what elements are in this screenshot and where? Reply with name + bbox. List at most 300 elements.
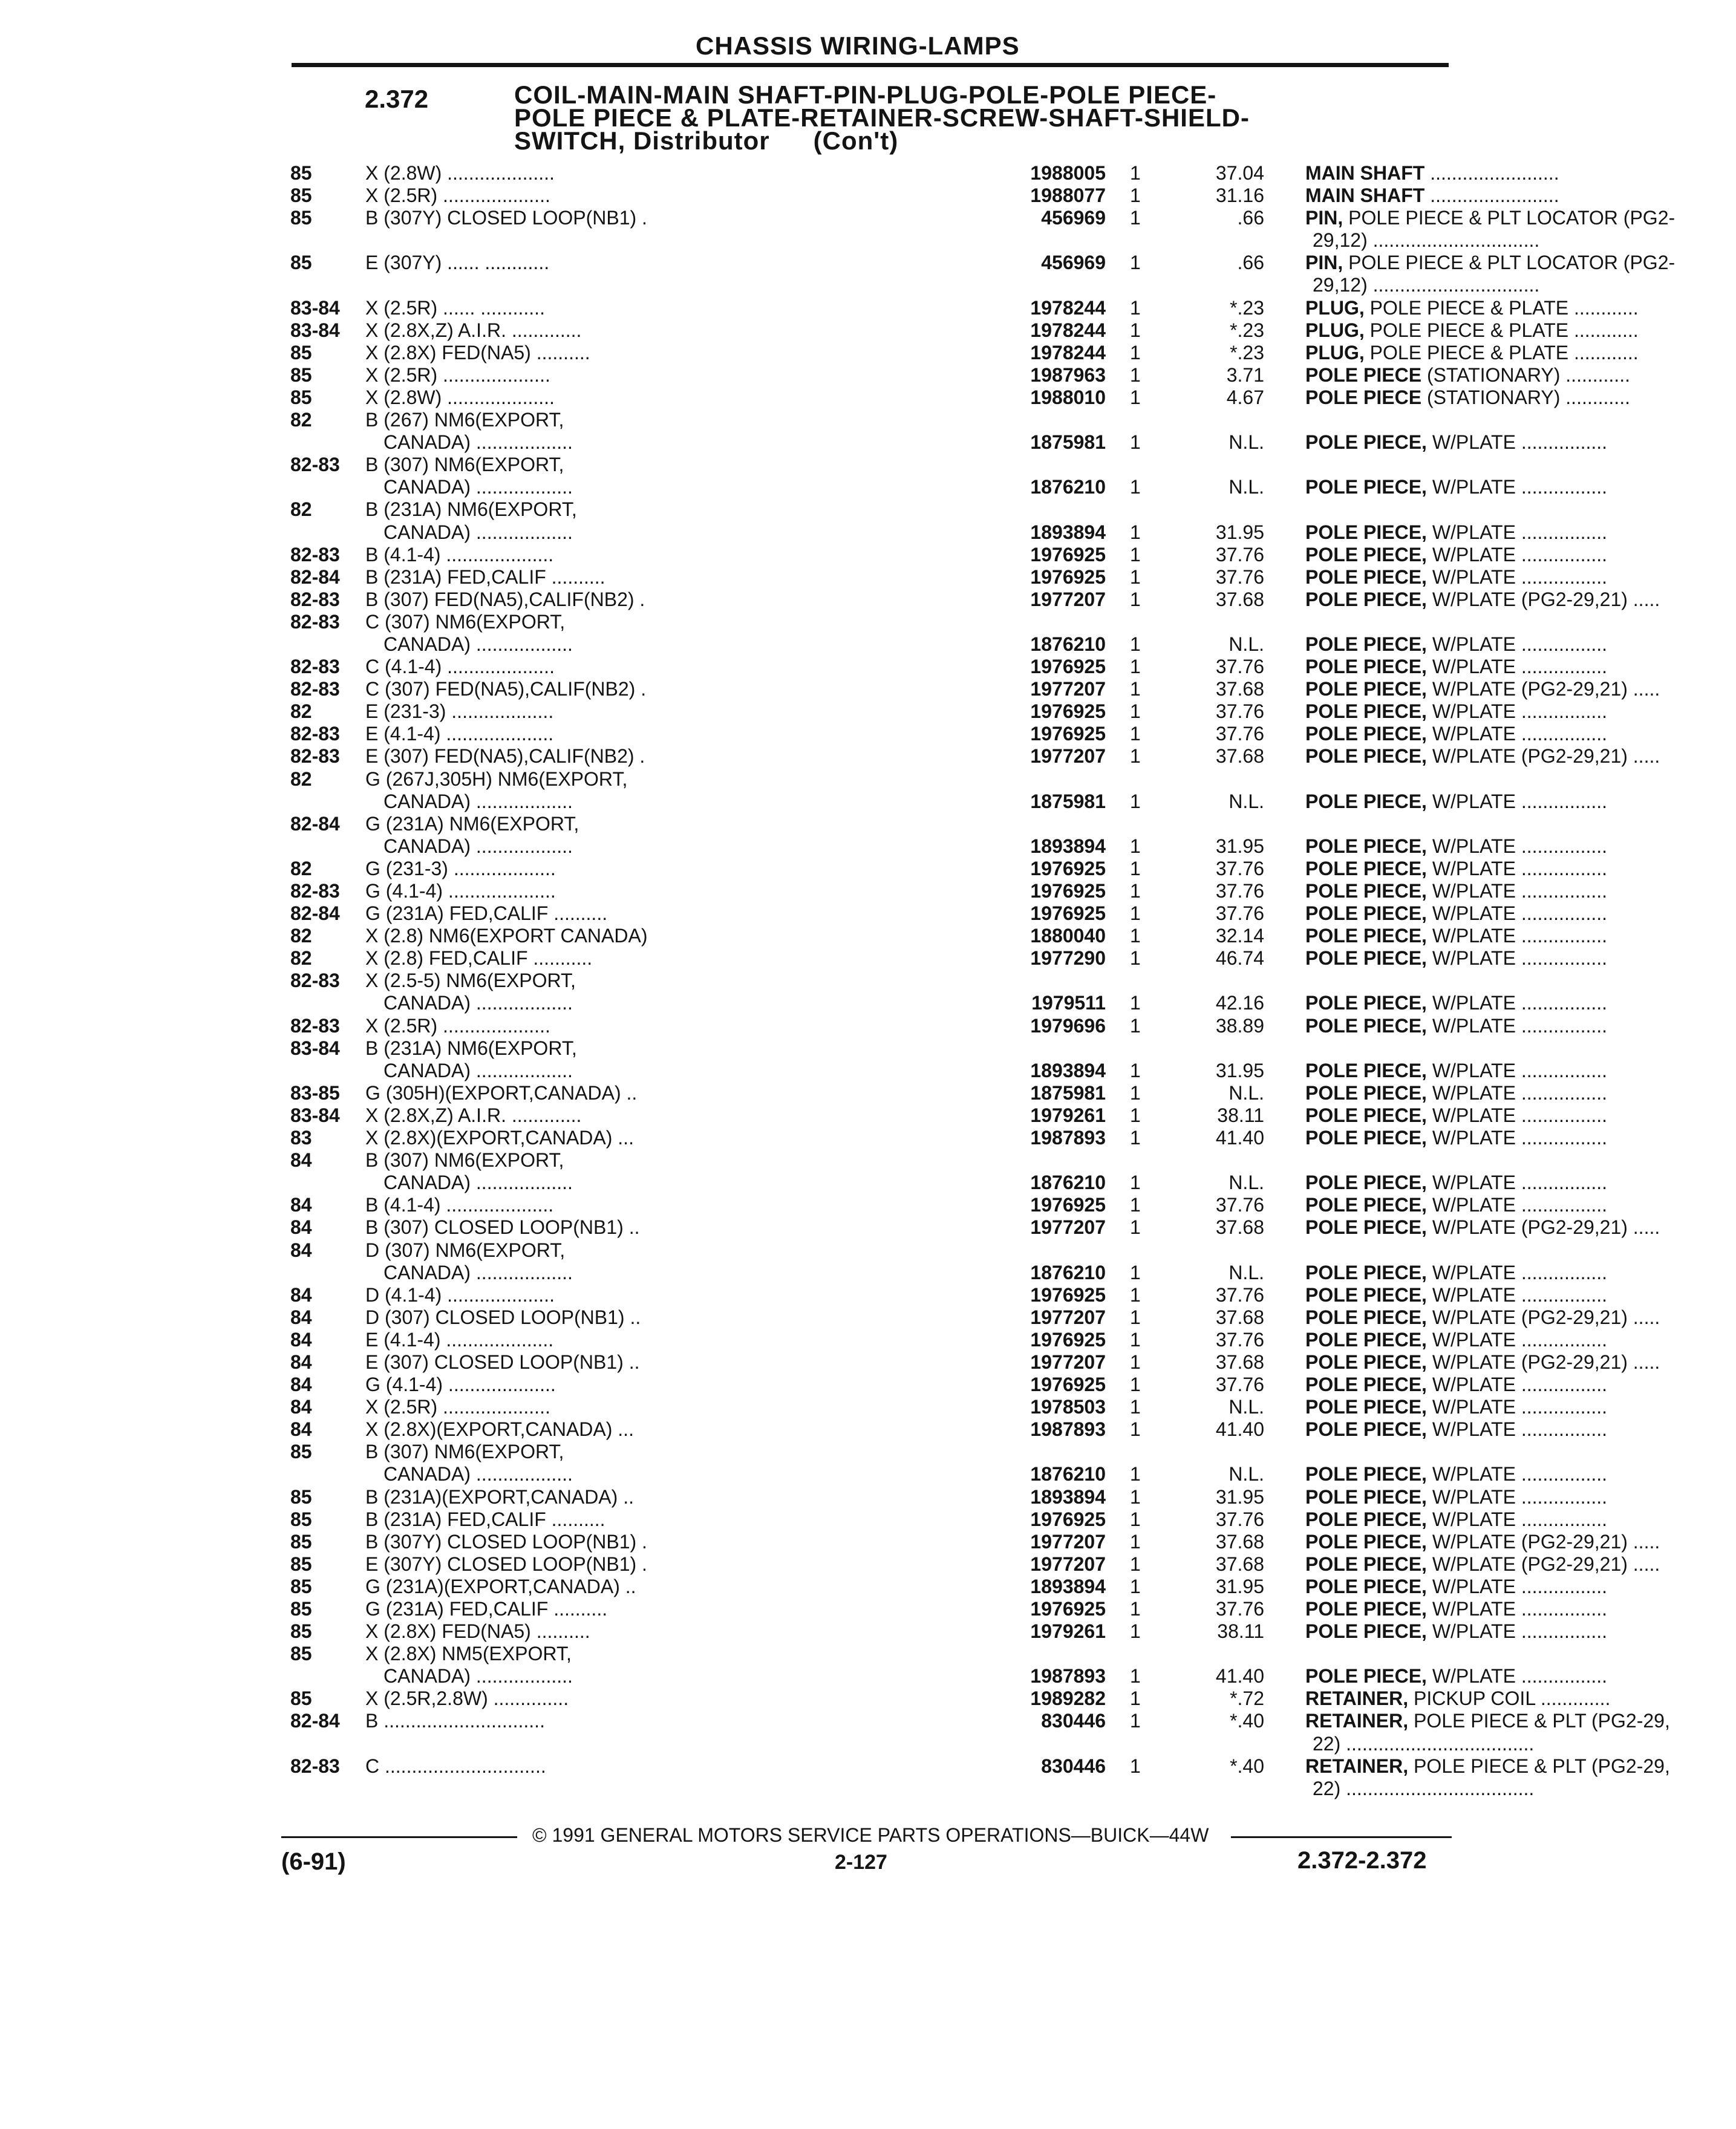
row-description: B (307) CLOSED LOOP(NB1) .. <box>365 1216 640 1239</box>
row-part-number: 1976925 <box>925 1374 1106 1396</box>
table-row <box>290 162 1559 184</box>
row-description: B .............................. <box>365 1710 545 1732</box>
row-part-name <box>1305 1463 1729 1485</box>
row-part-number: 1979261 <box>925 1104 1106 1127</box>
row-part-number: 1976925 <box>925 880 1106 902</box>
row-part-name-rest: W/PLATE ................ <box>1426 543 1608 566</box>
row-quantity: 1 <box>1130 1755 1141 1777</box>
row-year: 82-84 <box>290 1710 340 1732</box>
row-part-number: 1978244 <box>925 342 1106 364</box>
table-row <box>290 745 1660 768</box>
section-title-line1: COIL-MAIN-MAIN SHAFT-PIN-PLUG-POLE-POLE PIECE- <box>514 80 1217 109</box>
row-part-number: 1978503 <box>925 1396 1106 1418</box>
row-year: 82 <box>290 409 312 431</box>
row-part-name-bold: POLE PIECE, <box>1305 1306 1427 1328</box>
table-row <box>290 925 1608 947</box>
row-part-name-bold: POLE PIECE <box>1305 386 1422 408</box>
table-row <box>290 1396 1608 1418</box>
row-quantity: 1 <box>1130 633 1141 655</box>
row-year: 82 <box>290 947 312 970</box>
row-year: 82 <box>290 498 312 521</box>
row-description: X (2.8W) .................... <box>365 386 555 408</box>
row-part-name <box>1305 1127 1729 1149</box>
row-part-name <box>1305 252 1729 274</box>
row-part-number: 456969 <box>925 207 1106 229</box>
row-quantity: 1 <box>1130 296 1141 319</box>
row-part-name-bold: POLE PIECE, <box>1305 1127 1427 1149</box>
row-part-name-rest: W/PLATE ................ <box>1426 1575 1608 1597</box>
row-part-name-bold: POLE PIECE, <box>1305 1014 1427 1037</box>
row-description: CANADA) .................. <box>383 992 573 1014</box>
row-description: C (4.1-4) .................... <box>365 656 555 678</box>
row-quantity: 1 <box>1130 745 1141 768</box>
row-year: 82-84 <box>290 566 340 588</box>
table-row <box>290 857 1608 880</box>
row-description: X (2.8) NM6(EXPORT CANADA) <box>365 925 648 947</box>
row-part-name <box>1305 1598 1729 1620</box>
row-price: 37.68 <box>1215 1530 1264 1553</box>
table-row <box>290 835 1608 858</box>
table-row <box>290 1710 1670 1732</box>
section-title-line3 <box>514 126 1373 155</box>
section-title-line3-text: SWITCH, Distributor <box>514 126 770 155</box>
row-price: 32.14 <box>1215 925 1264 947</box>
row-description: X (2.8X) NM5(EXPORT, <box>365 1643 572 1665</box>
row-description: D (307) NM6(EXPORT, <box>365 1239 566 1261</box>
row-part-name-bold: POLE PIECE, <box>1305 1598 1427 1620</box>
row-part-name-rest: POLE PIECE & PLATE ............ <box>1364 319 1639 341</box>
row-quantity: 1 <box>1130 1553 1141 1575</box>
row-year: 83 <box>290 1127 312 1149</box>
row-part-number: 1876210 <box>925 633 1106 656</box>
row-quantity: 1 <box>1130 1014 1141 1037</box>
table-row <box>290 902 1608 925</box>
row-part-number: 1977207 <box>925 745 1106 768</box>
row-part-name <box>1305 880 1729 902</box>
row-part-name <box>1305 184 1729 207</box>
footer-rule-right <box>1231 1836 1452 1838</box>
row-part-number: 1989282 <box>925 1687 1106 1710</box>
row-year: 84 <box>290 1149 312 1172</box>
table-row <box>290 1575 1608 1598</box>
row-part-name-bold: RETAINER, <box>1305 1755 1409 1777</box>
row-part-name <box>1305 162 1729 184</box>
row-description: X (2.8X,Z) A.I.R. ............. <box>365 319 582 341</box>
row-description: B (307Y) CLOSED LOOP(NB1) . <box>365 207 647 229</box>
row-price: 37.04 <box>1215 162 1264 184</box>
row-part-name-rest: W/PLATE ................ <box>1426 1328 1608 1351</box>
row-description: E (307) CLOSED LOOP(NB1) .. <box>365 1351 640 1373</box>
row-part-name-rest: ........................ <box>1424 184 1559 207</box>
row-part-name-rest: W/PLATE ................ <box>1426 521 1608 543</box>
table-row <box>290 992 1608 1014</box>
row-description: D (307) CLOSED LOOP(NB1) .. <box>365 1306 641 1328</box>
row-part-number: 1976925 <box>925 723 1106 745</box>
row-quantity: 1 <box>1130 880 1141 902</box>
row-description: X (2.5R) ...... ............ <box>365 296 545 319</box>
row-part-name-bold: POLE PIECE, <box>1305 857 1427 879</box>
table-row <box>290 700 1608 723</box>
row-price: 41.40 <box>1215 1127 1264 1149</box>
row-part-name-bold: PIN, <box>1305 207 1343 229</box>
row-quantity: 1 <box>1130 1620 1141 1643</box>
row-part-name <box>1305 1576 1729 1598</box>
row-description: X (2.8) FED,CALIF ........... <box>365 947 593 970</box>
row-quantity: 1 <box>1130 1374 1141 1396</box>
section-number: 2.372 <box>365 85 429 113</box>
row-description: CANADA) .................. <box>383 790 573 812</box>
row-part-name <box>1305 1262 1729 1284</box>
row-price: 37.76 <box>1215 1283 1264 1306</box>
row-quantity: 1 <box>1130 1351 1141 1373</box>
header-rule <box>292 63 1449 67</box>
row-part-name-bold: POLE PIECE, <box>1305 723 1427 745</box>
section-title <box>514 80 1373 155</box>
row-part-name <box>1305 521 1729 544</box>
row-price: *.23 <box>1230 296 1264 319</box>
row-part-name-bold: POLE PIECE, <box>1305 1328 1427 1351</box>
row-description: X (2.5-5) NM6(EXPORT, <box>365 970 576 992</box>
row-price: 37.76 <box>1215 723 1264 745</box>
row-quantity: 1 <box>1130 700 1141 723</box>
row-part-name-rest: W/PLATE ................ <box>1426 723 1608 745</box>
row-year: 82-83 <box>290 588 340 610</box>
row-part-name-bold: POLE PIECE, <box>1305 543 1427 566</box>
row-part-number: 1880040 <box>925 925 1106 947</box>
row-year: 84 <box>290 1194 312 1216</box>
row-description: E (4.1-4) .................... <box>365 1328 554 1351</box>
row-year: 82-83 <box>290 880 340 902</box>
row-description: CANADA) .................. <box>383 476 573 498</box>
row-quantity: 1 <box>1130 386 1141 408</box>
row-price: 3.71 <box>1226 364 1264 386</box>
table-row <box>290 1283 1608 1306</box>
row-description: X (2.8W) .................... <box>365 162 555 184</box>
row-part-name-bold: POLE PIECE, <box>1305 992 1427 1014</box>
row-part-name <box>1305 858 1729 880</box>
row-part-number: 1976925 <box>925 1284 1106 1306</box>
row-part-name-rest: W/PLATE (PG2-29,21) ..... <box>1426 745 1660 768</box>
row-part-name-bold: POLE PIECE, <box>1305 1463 1427 1485</box>
row-description: X (2.5R) .................... <box>365 1014 550 1037</box>
table-row <box>290 1598 1608 1620</box>
row-year: 82-83 <box>290 678 340 700</box>
row-part-name <box>1305 902 1729 925</box>
row-part-name-bold: POLE PIECE, <box>1305 835 1427 857</box>
row-part-name-bold: POLE PIECE, <box>1305 633 1427 655</box>
row-description: CANADA) .................. <box>383 431 573 454</box>
row-part-number: 1988005 <box>925 162 1106 184</box>
row-part-name-rest: W/PLATE (PG2-29,21) ..... <box>1426 1530 1660 1553</box>
row-part-number: 1977207 <box>925 1216 1106 1239</box>
row-description: G (231A) FED,CALIF .......... <box>365 1598 608 1620</box>
row-part-number: 1987893 <box>925 1665 1106 1687</box>
row-part-name-bold: POLE PIECE, <box>1305 1351 1427 1373</box>
table-row <box>290 1306 1660 1329</box>
row-part-number: 1977207 <box>925 1351 1106 1374</box>
row-description: E (307) FED(NA5),CALIF(NB2) . <box>365 745 645 768</box>
row-year: 84 <box>290 1418 312 1441</box>
row-year: 85 <box>290 252 312 274</box>
row-part-name-bold: POLE PIECE, <box>1305 790 1427 812</box>
row-description: X (2.8X) FED(NA5) .......... <box>365 1620 590 1643</box>
row-part-name <box>1305 364 1729 386</box>
row-part-name <box>1305 1486 1729 1508</box>
row-part-name <box>1305 1329 1729 1351</box>
row-year: 82-83 <box>290 656 340 678</box>
row-part-name <box>1305 1351 1729 1374</box>
row-part-name-bold: POLE PIECE, <box>1305 880 1427 902</box>
table-row <box>290 1665 1608 1687</box>
row-part-number: 1875981 <box>925 431 1106 454</box>
row-part-name-bold: POLE PIECE, <box>1305 1216 1427 1239</box>
row-part-name-bold: POLE PIECE, <box>1305 1172 1427 1194</box>
table-row <box>290 723 1608 745</box>
table-row <box>290 947 1608 970</box>
row-quantity: 1 <box>1130 1127 1141 1149</box>
table-row <box>290 1216 1660 1239</box>
row-part-name <box>1305 791 1729 813</box>
row-part-name <box>1305 1418 1729 1441</box>
table-row <box>290 1127 1608 1149</box>
row-description: D (4.1-4) .................... <box>365 1283 555 1306</box>
row-quantity: 1 <box>1130 184 1141 207</box>
row-year: 82-84 <box>290 812 340 835</box>
row-year: 82 <box>290 700 312 723</box>
row-description: B (267) NM6(EXPORT, <box>365 409 564 431</box>
row-price: 42.16 <box>1215 992 1264 1014</box>
row-part-name-rest: W/PLATE ................ <box>1426 1104 1608 1126</box>
row-description: X (2.8X) FED(NA5) .......... <box>365 341 590 364</box>
table-row <box>290 1014 1608 1037</box>
row-part-name-continued: 29,12) ............................... <box>1313 229 1540 252</box>
row-part-name <box>1305 1194 1729 1216</box>
row-part-number: 1893894 <box>925 521 1106 544</box>
row-part-name <box>1305 1216 1729 1239</box>
row-year: 83-84 <box>290 1037 340 1059</box>
table-row <box>290 1261 1608 1284</box>
row-part-number: 1987893 <box>925 1418 1106 1441</box>
row-part-name-rest: (STATIONARY) ............ <box>1421 386 1630 408</box>
row-description: B (307) FED(NA5),CALIF(NB2) . <box>365 588 645 610</box>
table-row <box>290 813 1452 835</box>
table-row <box>290 1239 1452 1262</box>
row-description: CANADA) .................. <box>383 1172 573 1194</box>
row-part-name-rest: W/PLATE ................ <box>1426 700 1608 723</box>
row-year: 82-83 <box>290 1014 340 1037</box>
row-quantity: 1 <box>1130 588 1141 610</box>
row-part-name <box>1305 1374 1729 1396</box>
row-price: 38.11 <box>1217 1620 1264 1643</box>
row-part-name-bold: POLE PIECE, <box>1305 1081 1427 1104</box>
row-year: 85 <box>290 207 312 229</box>
row-part-name-continued: 22) ................................... <box>1313 1777 1535 1799</box>
row-part-name <box>1305 297 1729 319</box>
row-part-name <box>1305 544 1729 566</box>
table-row <box>290 207 1676 229</box>
row-part-name-bold: POLE PIECE, <box>1305 1508 1427 1530</box>
row-part-name-bold: POLE PIECE, <box>1305 588 1427 610</box>
row-year: 85 <box>290 1620 312 1643</box>
row-quantity: 1 <box>1130 1463 1141 1485</box>
row-price: 37.68 <box>1215 678 1264 700</box>
row-description: B (4.1-4) .................... <box>365 543 554 566</box>
row-quantity: 1 <box>1130 1328 1141 1351</box>
row-quantity: 1 <box>1130 1530 1141 1553</box>
row-part-number: 1977207 <box>925 1531 1106 1553</box>
row-description: E (4.1-4) .................... <box>365 723 554 745</box>
row-year: 82-83 <box>290 543 340 566</box>
row-quantity: 1 <box>1130 925 1141 947</box>
row-part-number: 1876210 <box>925 476 1106 498</box>
row-year: 85 <box>290 162 312 184</box>
parts-table <box>290 162 1676 1800</box>
row-part-number: 1976925 <box>925 858 1106 880</box>
table-row-continuation <box>290 1732 1535 1755</box>
section-title-continued: (Con't) <box>813 126 899 155</box>
row-price: 37.68 <box>1215 745 1264 768</box>
row-year: 83-84 <box>290 296 340 319</box>
row-description: G (4.1-4) .................... <box>365 880 556 902</box>
row-quantity: 1 <box>1130 835 1141 857</box>
row-description: X (2.8X,Z) A.I.R. ............. <box>365 1104 582 1126</box>
row-year: 82 <box>290 925 312 947</box>
row-part-number: 1875981 <box>925 1082 1106 1104</box>
row-year: 85 <box>290 1598 312 1620</box>
row-part-name-rest: W/PLATE ................ <box>1426 1059 1608 1081</box>
row-part-number: 1976925 <box>925 1598 1106 1620</box>
table-row <box>290 588 1660 611</box>
row-price: N.L. <box>1229 1463 1264 1485</box>
row-part-number: 1893894 <box>925 1060 1106 1082</box>
row-part-number: 1976925 <box>925 566 1106 588</box>
row-part-name-rest: W/PLATE (PG2-29,21) ..... <box>1426 588 1660 610</box>
row-part-name <box>1305 1172 1729 1194</box>
row-part-name <box>1305 925 1729 947</box>
row-part-number: 1979696 <box>925 1015 1106 1037</box>
row-part-name-bold: POLE PIECE, <box>1305 1620 1427 1643</box>
row-price: .66 <box>1237 252 1264 274</box>
row-part-name <box>1305 992 1729 1014</box>
row-quantity: 1 <box>1130 857 1141 879</box>
row-description: X (2.8X)(EXPORT,CANADA) ... <box>365 1418 634 1441</box>
row-part-name-rest: POLE PIECE & PLT (PG2-29, <box>1408 1755 1670 1777</box>
row-part-name <box>1305 207 1729 229</box>
row-price: N.L. <box>1229 476 1264 498</box>
row-year: 85 <box>290 1485 312 1508</box>
row-description: CANADA) .................. <box>383 521 573 543</box>
row-price: 38.11 <box>1217 1104 1264 1126</box>
table-row <box>290 1687 1611 1710</box>
row-quantity: 1 <box>1130 1194 1141 1216</box>
row-year: 85 <box>290 364 312 386</box>
row-part-name-rest: W/PLATE ................ <box>1426 1463 1608 1485</box>
row-price: *.23 <box>1230 341 1264 364</box>
row-part-name-rest: W/PLATE (PG2-29,21) ..... <box>1426 1553 1660 1575</box>
row-part-name-bold: POLE PIECE, <box>1305 1530 1427 1553</box>
table-row-continuation <box>290 274 1540 296</box>
row-part-number: 1979511 <box>925 992 1106 1014</box>
row-description: E (231-3) ................... <box>365 700 554 723</box>
table-row <box>290 364 1630 386</box>
row-part-name-rest: W/PLATE ................ <box>1426 947 1608 970</box>
row-description: C .............................. <box>365 1755 546 1777</box>
row-quantity: 1 <box>1130 790 1141 812</box>
row-part-name-bold: POLE PIECE, <box>1305 656 1427 678</box>
row-description: B (4.1-4) .................... <box>365 1194 554 1216</box>
table-row <box>290 1643 1452 1665</box>
table-row <box>290 1149 1452 1172</box>
row-part-name-rest: W/PLATE ................ <box>1426 835 1608 857</box>
row-part-name-rest: (STATIONARY) ............ <box>1421 364 1630 386</box>
row-part-name <box>1305 1060 1729 1082</box>
row-part-name-rest: W/PLATE (PG2-29,21) ..... <box>1426 1216 1660 1239</box>
row-price: 41.40 <box>1215 1665 1264 1687</box>
table-row <box>290 543 1608 566</box>
row-part-name <box>1305 1531 1729 1553</box>
row-description: G (305H)(EXPORT,CANADA) .. <box>365 1081 638 1104</box>
row-part-name <box>1305 1104 1729 1127</box>
page-header: CHASSIS WIRING-LAMPS <box>696 31 1020 60</box>
footer-rule-left <box>281 1836 517 1838</box>
table-row <box>290 498 1452 521</box>
row-part-name <box>1305 566 1729 588</box>
row-price: 37.76 <box>1215 566 1264 588</box>
row-part-number: 1876210 <box>925 1463 1106 1485</box>
row-price: 31.95 <box>1215 1059 1264 1081</box>
row-part-name-rest: W/PLATE ................ <box>1426 1508 1608 1530</box>
row-part-name <box>1305 1553 1729 1576</box>
row-part-name-bold: POLE PIECE, <box>1305 947 1427 970</box>
row-description: CANADA) .................. <box>383 1261 573 1283</box>
row-part-name-bold: POLE PIECE, <box>1305 1665 1427 1687</box>
row-description: B (307) NM6(EXPORT, <box>365 1441 564 1463</box>
row-year: 84 <box>290 1396 312 1418</box>
row-part-number: 1977207 <box>925 1306 1106 1329</box>
row-part-name-bold: POLE PIECE, <box>1305 1418 1427 1441</box>
table-row <box>290 476 1608 498</box>
row-part-name-bold: POLE PIECE, <box>1305 1553 1427 1575</box>
table-row <box>290 1508 1608 1531</box>
table-row <box>290 566 1608 588</box>
row-part-number: 1977207 <box>925 588 1106 611</box>
table-row <box>290 611 1452 633</box>
row-year: 85 <box>290 1687 312 1710</box>
row-part-name-rest: W/PLATE ................ <box>1426 1081 1608 1104</box>
row-year: 83-85 <box>290 1081 340 1104</box>
section-title-line2: POLE PIECE & PLATE-RETAINER-SCREW-SHAFT-SHIELD- <box>514 103 1250 132</box>
row-part-name <box>1305 1508 1729 1531</box>
row-price: 37.76 <box>1215 902 1264 925</box>
row-part-name-rest: W/PLATE ................ <box>1426 1172 1608 1194</box>
row-quantity: 1 <box>1130 1485 1141 1508</box>
row-price: 31.95 <box>1215 1485 1264 1508</box>
row-part-name-rest: W/PLATE ................ <box>1426 1665 1608 1687</box>
row-year: 85 <box>290 386 312 408</box>
row-part-number: 830446 <box>925 1710 1106 1732</box>
row-description: G (267J,305H) NM6(EXPORT, <box>365 768 628 790</box>
table-row <box>290 521 1608 544</box>
row-part-number: 1893894 <box>925 1486 1106 1508</box>
table-row <box>290 1328 1608 1351</box>
row-price: 37.76 <box>1215 1508 1264 1530</box>
table-row <box>290 1755 1670 1778</box>
row-quantity: 1 <box>1130 364 1141 386</box>
row-price: 37.76 <box>1215 656 1264 678</box>
row-part-name-bold: POLE PIECE, <box>1305 1374 1427 1396</box>
row-part-name <box>1305 835 1729 858</box>
row-part-name <box>1305 678 1729 700</box>
